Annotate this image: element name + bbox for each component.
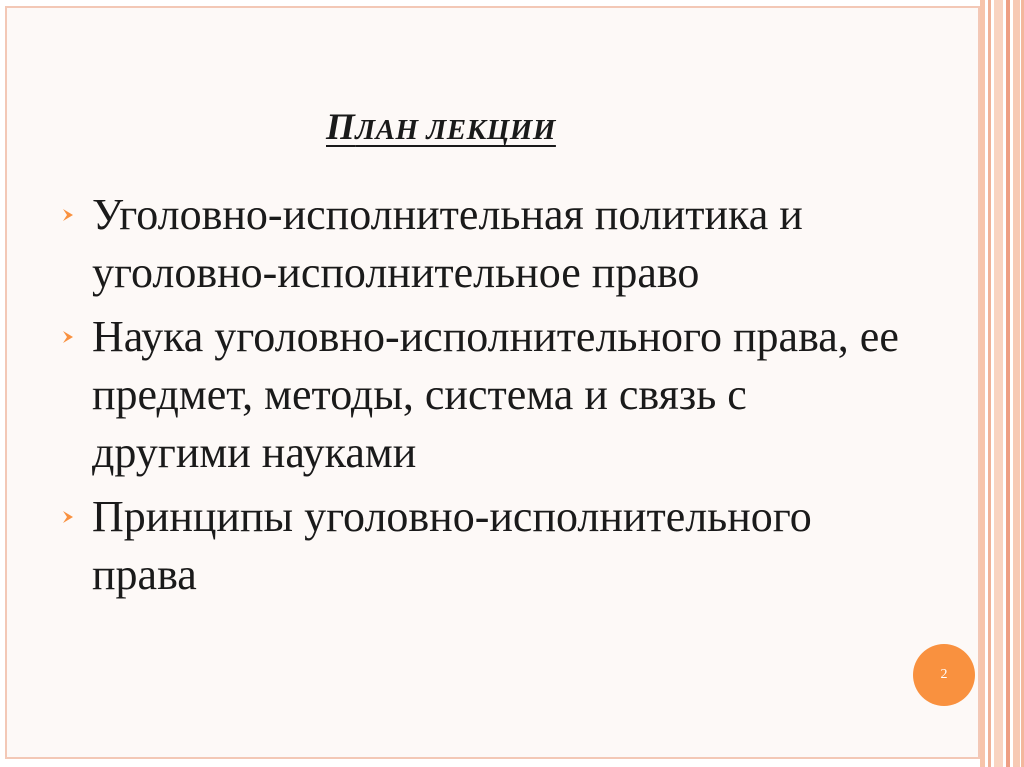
slide-title-rest: ЛАН ЛЕКЦИИ xyxy=(355,114,556,146)
list-item xyxy=(60,308,910,482)
bullet-list xyxy=(60,186,910,610)
chevron-right-icon xyxy=(60,206,78,224)
chevron-right-icon xyxy=(60,328,78,346)
slide-title-first-letter: П xyxy=(326,107,356,148)
page-number-badge: 2 xyxy=(913,644,975,706)
chevron-right-icon xyxy=(60,508,78,526)
list-item xyxy=(60,186,910,302)
bullet-text: Уголовно-исполнительная политика и уголовно-исполнительное право xyxy=(92,190,803,297)
bullet-text: Принципы уголовно-исполнительного права xyxy=(92,492,812,599)
slide-title xyxy=(326,106,556,149)
decorative-stripes xyxy=(980,0,1024,767)
bullet-text: Наука уголовно-исполнительного права, ее предмет, методы, система и связь с другими науками xyxy=(92,312,899,477)
list-item xyxy=(60,488,910,604)
